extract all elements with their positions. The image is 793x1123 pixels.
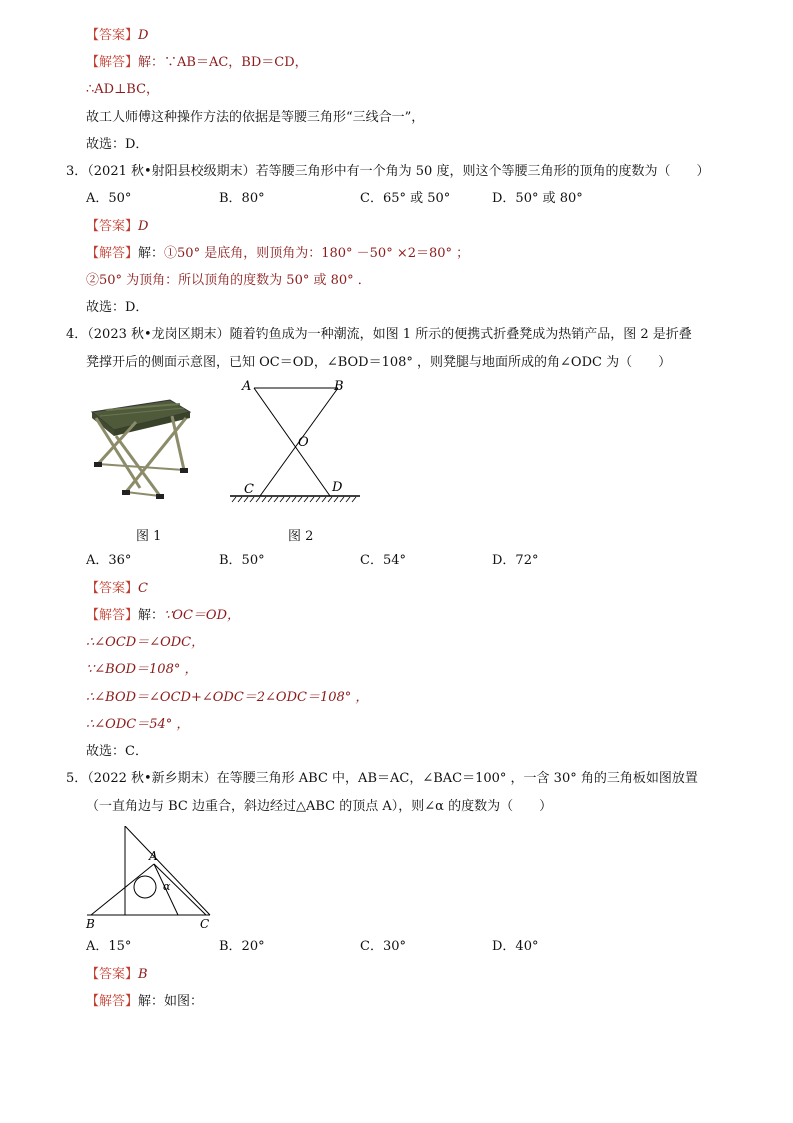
label-a: A	[242, 379, 252, 394]
explain-tag: 【解答】	[86, 246, 139, 261]
q3-option-d: D．50° 或 80°	[492, 191, 583, 206]
q5-answer-line	[86, 966, 148, 984]
answer-value: C	[138, 581, 148, 596]
explain-tag: 【解答】	[86, 994, 139, 1009]
q2-explain-line	[86, 54, 308, 72]
q4-option-d: D．72°	[492, 553, 539, 568]
q4-answer-line	[86, 580, 148, 598]
answer-value: D	[138, 28, 149, 43]
label-b: B	[334, 379, 344, 394]
q4-explain-l5: ∴∠ODC＝54° ，	[86, 717, 190, 732]
q5-option-a: A．15°	[86, 939, 132, 954]
fig2-caption: 图 2	[288, 529, 314, 544]
q5-option-c: C．30°	[360, 939, 406, 954]
label-c: C	[244, 482, 254, 497]
q5-stem-line2: （一直角边与 BC 边重合，斜边经过△ABC 的顶点 A），则∠α 的度数为（ ）	[86, 799, 553, 814]
answer-tag: 【答案】	[86, 219, 139, 234]
answer-tag: 【答案】	[86, 581, 139, 596]
q5-stem-line1: 5．（2022 秋•新乡期末）在等腰三角形 ABC 中，AB＝AC，∠BAC＝100° ，一含 30° 角的三角板如图放置	[66, 771, 698, 786]
explain-prefix: 解：	[138, 608, 165, 623]
label-a: A	[149, 849, 158, 863]
q3-option-a: A．50°	[86, 191, 132, 206]
q4-explain-l4: ∴∠BOD＝∠OCD+∠ODC＝2∠ODC＝108° ，	[86, 690, 369, 705]
q3-explain-l2: ②50° 为顶角：所以顶角的度数为 50° 或 80° ．	[86, 273, 371, 288]
q5-option-b: B．20°	[219, 939, 265, 954]
answer-tag: 【答案】	[86, 967, 139, 982]
q3-option-b: B．80°	[219, 191, 265, 206]
answer-tag: 【答案】	[86, 28, 139, 43]
explain-text: 解：∵AB＝AC，BD＝CD，	[138, 55, 308, 70]
q3-answer-line	[86, 218, 148, 236]
explain-prefix: 解：	[138, 246, 165, 261]
label-c: C	[200, 917, 210, 931]
q4-explain-line	[86, 607, 240, 625]
q2-answer-line	[86, 27, 148, 45]
q5-explain-line	[86, 993, 203, 1011]
folding-stool-photo	[86, 392, 196, 504]
q4-explain-l2: ∴∠OCD＝∠ODC，	[86, 635, 205, 650]
q2-explain-l3: 故工人师傅这种操作方法的依据是等腰三角形“三线合一”，	[86, 110, 425, 125]
triangle-setsquare-diagram	[84, 826, 214, 932]
q5-option-d: D．40°	[492, 939, 539, 954]
fig1-caption: 图 1	[136, 529, 162, 544]
segment-ad	[254, 388, 330, 496]
q2-explain-l4: 故选：D．	[86, 137, 149, 152]
q2-explain-l2: ∴AD⊥BC，	[86, 82, 160, 97]
q4-explain-l3: ∵∠BOD＝108° ，	[86, 662, 198, 677]
q3-option-c: C．65° 或 50°	[360, 191, 451, 206]
q4-stem-line1: 4．（2023 秋•龙岗区期末）随着钓鱼成为一种潮流，如图 1 所示的便携式折叠凳成为热销产品，图 2 是折叠	[66, 327, 692, 342]
answer-value: B	[138, 967, 148, 982]
q3-explain-line	[86, 245, 469, 263]
q4-option-a: A．36°	[86, 553, 132, 568]
q3-stem: 3．（2021 秋•射阳县校级期末）若等腰三角形中有一个角为 50 度，则这个等腰三角形的顶角的度数为（ ）	[66, 164, 710, 179]
q4-option-b: B．50°	[219, 553, 265, 568]
q4-explain-l6: 故选：C．	[86, 744, 148, 759]
explain-text: ∵OC＝OD，	[164, 608, 240, 623]
stool-side-diagram	[228, 376, 368, 504]
answer-value: D	[138, 219, 149, 234]
label-o: O	[298, 435, 309, 450]
label-alpha: α	[163, 880, 171, 893]
label-d: D	[332, 480, 343, 495]
explain-text: ①50° 是底角，则顶角为：180° －50° ×2＝80° ；	[164, 246, 470, 261]
label-b: B	[86, 917, 95, 931]
explain-tag: 【解答】	[86, 55, 139, 70]
q4-stem-line2: 凳撑开后的侧面示意图，已知 OC＝OD，∠BOD＝108° ，则凳腿与地面所成的角∠ODC 为（ ）	[86, 355, 672, 370]
q3-explain-l3: 故选：D．	[86, 300, 149, 315]
explain-tag: 【解答】	[86, 608, 139, 623]
q4-option-c: C．54°	[360, 553, 406, 568]
explain-text: 解：如图：	[138, 994, 204, 1009]
ground-hatching	[232, 497, 356, 502]
